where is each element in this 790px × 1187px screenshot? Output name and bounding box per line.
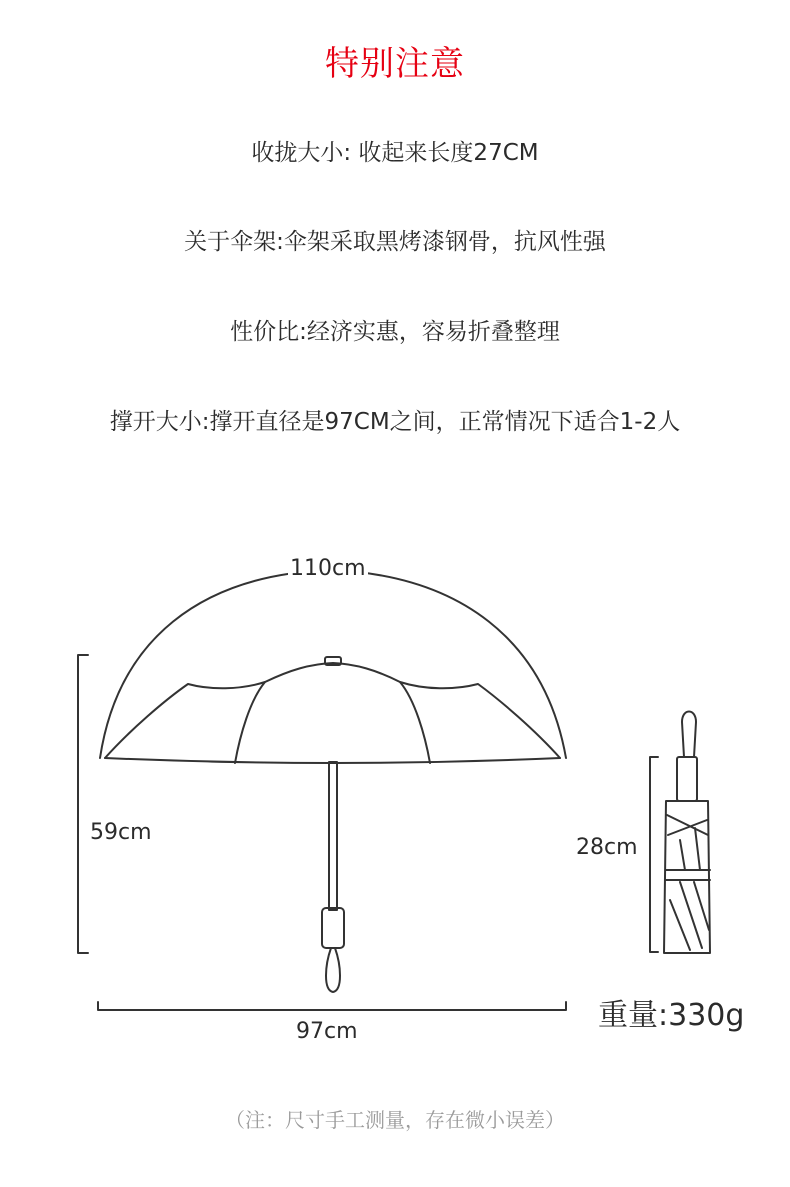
- closed-handle: [677, 757, 697, 801]
- width-label: 97cm: [296, 1019, 358, 1044]
- spec-folded-size: 收拢大小: 收起来长度27CM: [251, 140, 539, 166]
- length-bracket: [650, 757, 658, 952]
- height-bracket: [78, 655, 88, 953]
- measurement-note: （注：尺寸手工测量，存在微小误差）: [225, 1108, 565, 1132]
- closed-band: [666, 870, 710, 880]
- canopy-rib: [235, 682, 265, 763]
- handle: [322, 908, 344, 948]
- page-title: 特别注意: [325, 44, 465, 84]
- spec-frame: 关于伞架:伞架采取黑烤漆钢骨，抗风性强: [184, 229, 606, 255]
- closed-fold: [667, 815, 708, 870]
- strap: [326, 948, 340, 992]
- width-bracket: [98, 1002, 566, 1010]
- closed-fold: [670, 882, 709, 950]
- canopy-outline: [105, 663, 560, 758]
- spec-open-size: 撑开大小:撑开直径是97CM之间，正常情况下适合1-2人: [109, 409, 681, 435]
- length-label: 28cm: [576, 835, 638, 860]
- weight-label: 重量:330g: [598, 998, 745, 1033]
- height-label: 59cm: [90, 820, 152, 845]
- arc-label: 110cm: [290, 556, 366, 581]
- canopy-rib: [400, 682, 430, 763]
- closed-strap: [682, 712, 696, 758]
- shaft: [329, 762, 337, 910]
- spec-value: 性价比:经济实惠，容易折叠整理: [230, 319, 560, 345]
